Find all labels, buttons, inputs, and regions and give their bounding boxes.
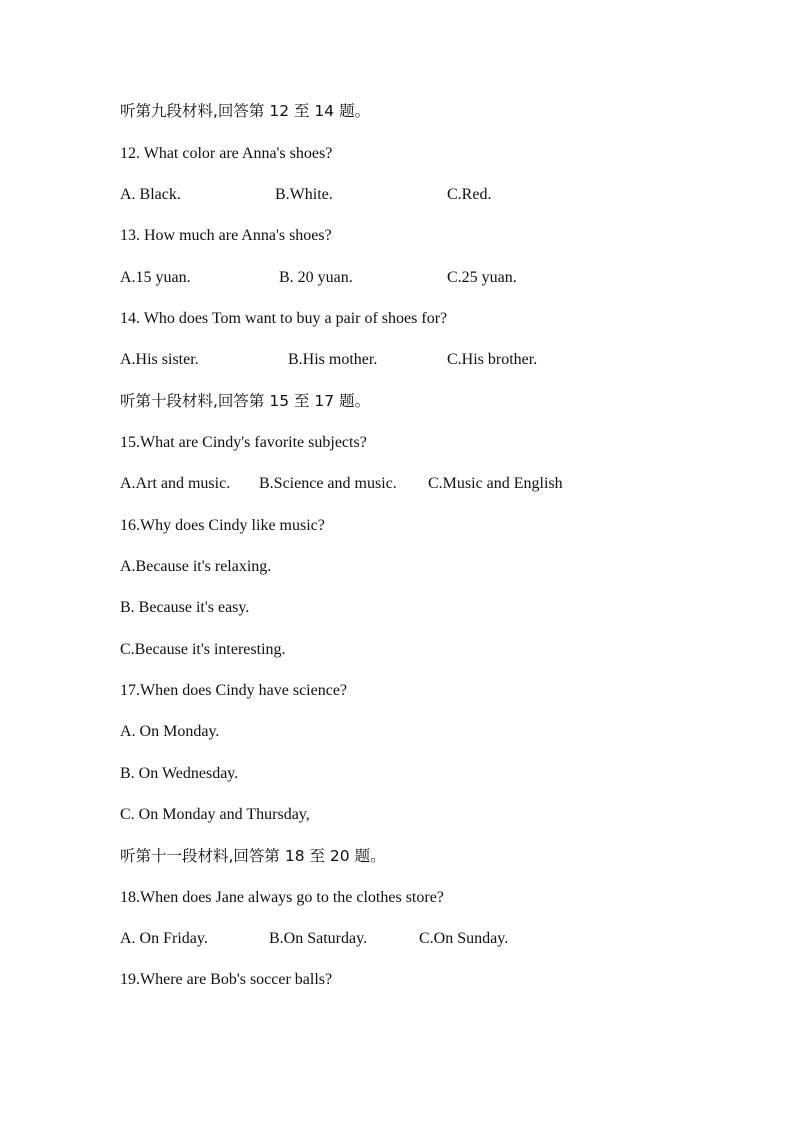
question-15-stem: 15.What are Cindy's favorite subjects? bbox=[120, 434, 367, 451]
section-10-heading: 听第十段材料,回答第 15 至 17 题。 bbox=[120, 392, 371, 410]
question-14-option-c: C.His brother. bbox=[447, 351, 538, 368]
question-17-stem: 17.When does Cindy have science? bbox=[120, 682, 348, 699]
question-14-option-b: B.His mother. bbox=[288, 351, 378, 368]
question-18-option-b: B.On Saturday. bbox=[269, 930, 368, 947]
question-12-option-c: C.Red. bbox=[447, 186, 492, 203]
question-12-option-a: A. Black. bbox=[120, 186, 181, 203]
question-14-option-a: A.His sister. bbox=[120, 351, 199, 368]
question-16-option-b: B. Because it's easy. bbox=[120, 599, 250, 616]
question-19-stem: 19.Where are Bob's soccer balls? bbox=[120, 971, 333, 988]
question-13-option-c: C.25 yuan. bbox=[447, 269, 517, 286]
question-15-option-a: A.Art and music. bbox=[120, 475, 231, 492]
section-9-heading: 听第九段材料,回答第 12 至 14 题。 bbox=[120, 102, 371, 120]
question-17-option-c: C. On Monday and Thursday, bbox=[120, 806, 310, 823]
question-16-stem: 16.Why does Cindy like music? bbox=[120, 517, 325, 534]
question-16-option-c: C.Because it's interesting. bbox=[120, 641, 286, 658]
question-16-option-a: A.Because it's relaxing. bbox=[120, 558, 272, 575]
question-18-option-a: A. On Friday. bbox=[120, 930, 208, 947]
question-17-option-b: B. On Wednesday. bbox=[120, 765, 239, 782]
question-13-option-a: A.15 yuan. bbox=[120, 269, 191, 286]
section-11-heading: 听第十一段材料,回答第 18 至 20 题。 bbox=[120, 847, 386, 865]
question-15-option-c: C.Music and English bbox=[428, 475, 563, 492]
question-13-option-b: B. 20 yuan. bbox=[279, 269, 353, 286]
question-17-option-a: A. On Monday. bbox=[120, 723, 220, 740]
question-13-stem: 13. How much are Anna's shoes? bbox=[120, 227, 332, 244]
question-14-stem: 14. Who does Tom want to buy a pair of shoes for? bbox=[120, 310, 448, 327]
question-18-stem: 18.When does Jane always go to the clothes store? bbox=[120, 889, 444, 906]
question-15-option-b: B.Science and music. bbox=[259, 475, 397, 492]
question-12-option-b: B.White. bbox=[275, 186, 333, 203]
question-12-stem: 12. What color are Anna's shoes? bbox=[120, 145, 333, 162]
question-18-option-c: C.On Sunday. bbox=[419, 930, 509, 947]
